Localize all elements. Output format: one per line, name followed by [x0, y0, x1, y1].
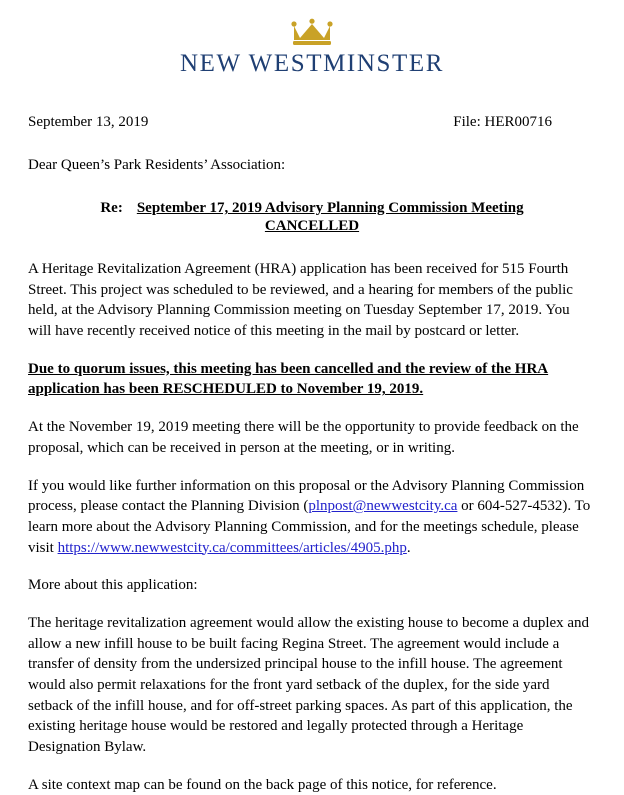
- meetings-schedule-link[interactable]: https://www.newwestcity.ca/committees/articles/4905.php: [57, 539, 407, 556]
- city-name: NEW WESTMINSTER: [179, 50, 445, 77]
- letter-date: September 13, 2019: [28, 114, 149, 130]
- paragraph-7: A site context map can be found on the back page of this notice, for reference.: [28, 776, 497, 793]
- subject-block: [28, 200, 596, 235]
- letterhead: [28, 18, 596, 78]
- subject-status: CANCELLED: [264, 218, 360, 234]
- re-label: Re:: [100, 200, 123, 216]
- subject-text: September 17, 2019 Advisory Planning Commission Meeting: [136, 200, 524, 216]
- paragraph-6: The heritage revitalization agreement would allow the existing house to become a duplex and allow a new infill house to be built facing Regina Street. The agreement would include a transfer of density from the undersized principal house to the infill house. The agreement would also permit relaxations for the front yard setback of the duplex, for the side yard setback of the infill house, and for off-street parking spaces. As part of this application, the existing heritage house would be restored and legally protected through a Heritage Designation Bylaw.: [28, 614, 590, 756]
- paragraph-2: [28, 359, 596, 400]
- cancellation-notice: Due to quorum issues, this meeting has been cancelled and the review of the HRA application has been RESCHEDULED to November 19, 2019.: [28, 360, 549, 398]
- header-row: [28, 114, 596, 131]
- salutation: Dear Queen’s Park Residents’ Association:: [28, 157, 286, 173]
- paragraph-5: More about this application:: [28, 577, 198, 594]
- file-number: File: HER00716: [453, 114, 552, 130]
- paragraph-4: [28, 476, 596, 559]
- paragraph-4-text-c: .: [406, 539, 411, 556]
- paragraph-1: A Heritage Revitalization Agreement (HRA) application has been received for 515 Fourth Street. This project was scheduled to be reviewed, and a hearing for members of the public held, at the Advisory Planning Commission meeting on Tuesday September 17, 2019. You will have recently received notice of this meeting in the mail by postcard or letter.: [28, 261, 573, 340]
- subject-line-1: [28, 200, 596, 217]
- paragraph-3: At the November 19, 2019 meeting there will be the opportunity to provide feedback on the proposal, which can be received in person at the meeting, or in writing.: [28, 419, 579, 456]
- email-link[interactable]: plnpost@newwestcity.ca: [308, 498, 458, 515]
- crown-icon: [289, 18, 335, 48]
- paragraph-4-text-a: If you would like further information on this proposal or the Advisory Planning Commission process, please contact the Planning Division (: [28, 477, 585, 515]
- paragraph-4-text-b: or 604-527-4532). To learn more about the Advisory Planning Commission, and for the meetings schedule, please visit: [28, 498, 591, 556]
